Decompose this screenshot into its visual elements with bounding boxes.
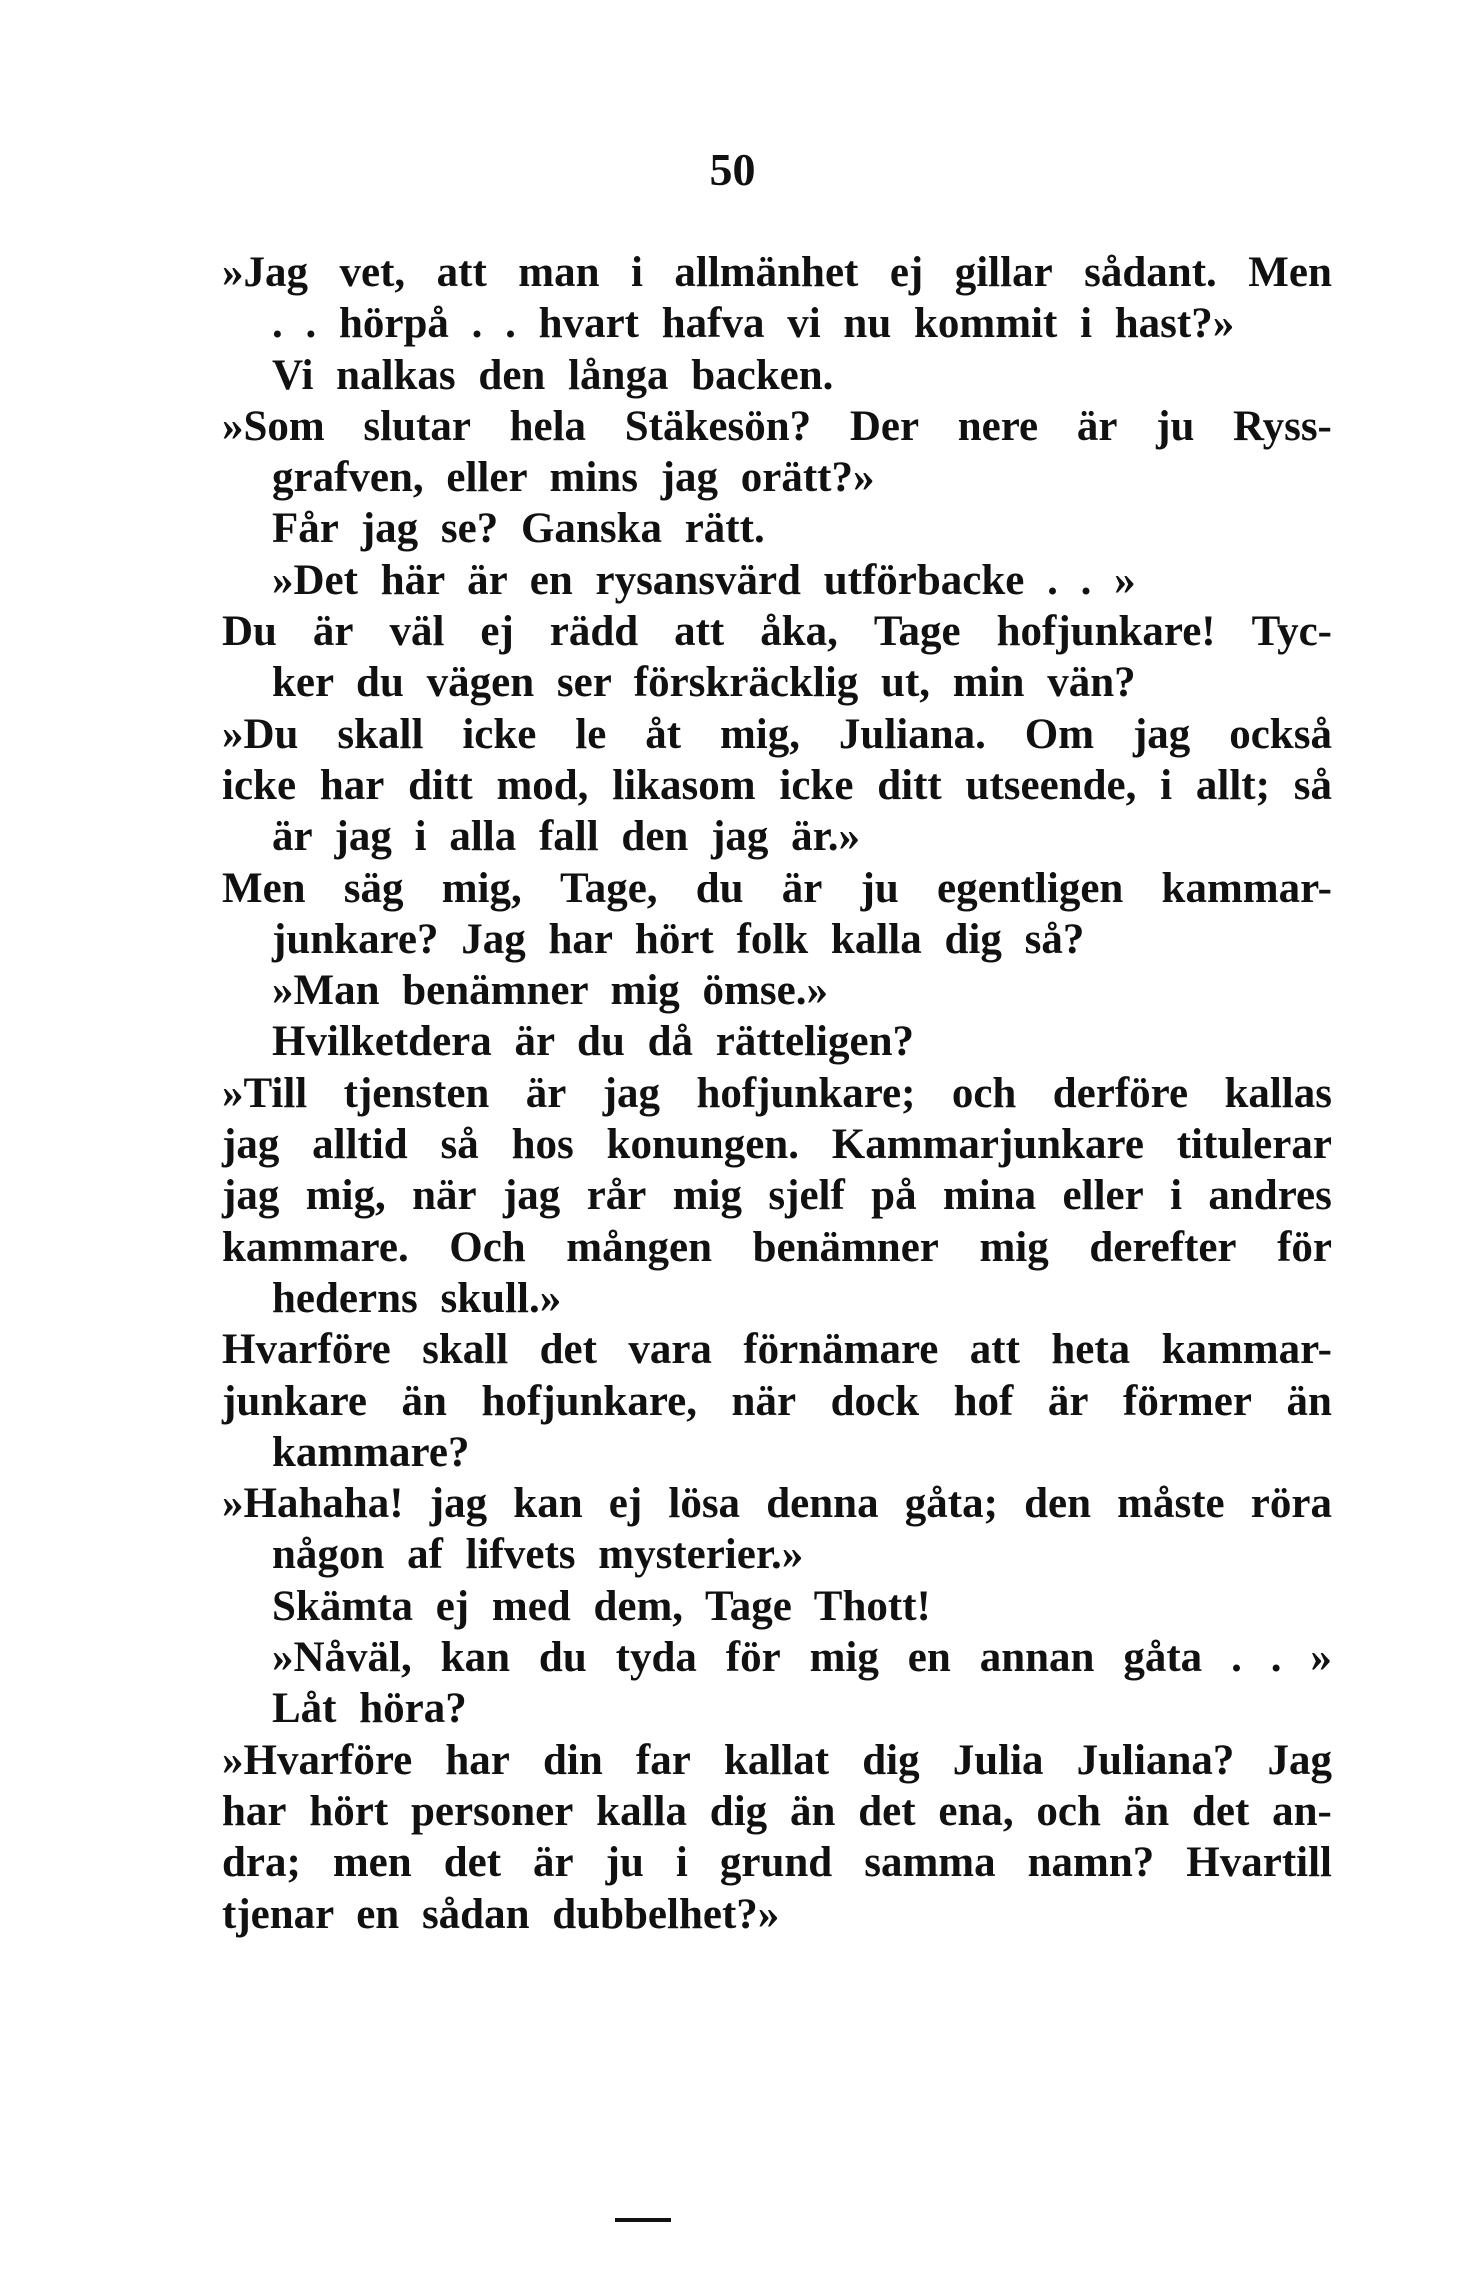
word: allt;	[1195, 761, 1270, 809]
word: heta	[1051, 1326, 1131, 1374]
word: Men	[222, 864, 306, 912]
word: gåta	[1123, 1634, 1203, 1682]
word: andres	[1208, 1172, 1332, 1220]
word: i	[1170, 1172, 1183, 1220]
word: säg	[343, 864, 404, 912]
word: annan	[979, 1634, 1095, 1682]
word: tjensten	[343, 1069, 490, 1117]
word: skall	[422, 1326, 509, 1374]
word: hela	[509, 402, 587, 450]
word: junkare	[222, 1377, 367, 1425]
text-line	[222, 1376, 1332, 1427]
text-line	[222, 452, 1332, 503]
text-line	[222, 1170, 1332, 1221]
word: och	[951, 1069, 1017, 1117]
word: för	[725, 1634, 781, 1682]
text-line-content: tjenar en sådan dubbelhet?»	[222, 1890, 780, 1938]
word: är	[781, 864, 823, 912]
word: dock	[830, 1377, 920, 1425]
text-line-content: »Man benämner mig ömse.»	[272, 967, 828, 1015]
word: mina	[942, 1172, 1037, 1220]
word: hört	[309, 1787, 389, 1835]
text-line	[222, 247, 1332, 298]
word: slutar	[363, 402, 471, 450]
text-line	[222, 555, 1332, 606]
word: ej	[480, 608, 514, 656]
body-text	[222, 247, 1332, 1940]
word: hofjunkare;	[696, 1069, 916, 1117]
text-line-content: . . hörpå . . hvart hafva vi nu kommit i hast?»	[272, 300, 1235, 348]
word: hofjunkare,	[481, 1377, 697, 1425]
text-line	[222, 1478, 1332, 1529]
word: gillar	[954, 249, 1053, 296]
word: benämner	[752, 1223, 939, 1271]
word: hos	[511, 1121, 574, 1169]
text-line	[222, 1119, 1332, 1170]
word: är	[1047, 1377, 1089, 1425]
word: i	[1160, 761, 1173, 809]
word: »Nåväl,	[272, 1634, 412, 1682]
word: far	[635, 1736, 691, 1784]
word: jag	[1132, 710, 1191, 758]
word: kallas	[1224, 1069, 1332, 1117]
word: icke	[222, 761, 297, 809]
text-line-content: Vi nalkas den långa backen.	[272, 351, 834, 399]
word: hof	[953, 1377, 1014, 1425]
word: an-	[1272, 1787, 1332, 1835]
word: derföre	[1052, 1069, 1189, 1117]
word: mig	[809, 1634, 879, 1682]
text-line	[222, 1837, 1332, 1888]
text-line	[222, 401, 1332, 452]
word: ej	[608, 1480, 643, 1528]
text-line	[222, 1735, 1332, 1786]
word: och	[1036, 1787, 1101, 1835]
word: .	[1231, 1634, 1242, 1682]
word: .	[1270, 1634, 1282, 1682]
word: den	[1024, 1480, 1091, 1528]
word: måste	[1117, 1480, 1225, 1528]
word: att	[969, 1326, 1020, 1374]
word: mod,	[496, 761, 589, 809]
word: röra	[1250, 1480, 1332, 1528]
text-line	[222, 1222, 1332, 1273]
word: dra;	[222, 1839, 301, 1887]
word: kammar-	[1161, 1326, 1332, 1374]
word: än	[401, 1377, 447, 1425]
word: »Hvarföre	[222, 1736, 413, 1784]
word: »Hahaha!	[222, 1480, 404, 1528]
word: mig,	[441, 864, 522, 912]
word: när	[731, 1377, 797, 1425]
word: allmänhet	[674, 249, 859, 296]
text-line	[222, 1581, 1332, 1632]
word: är	[525, 1069, 567, 1117]
word: när	[412, 1172, 477, 1220]
word: samma	[864, 1839, 996, 1887]
word: alltid	[312, 1121, 408, 1169]
word: mig	[672, 1172, 743, 1220]
word: har	[319, 761, 385, 809]
word: ju	[605, 1839, 644, 1887]
word: jag	[502, 1172, 561, 1220]
word: än	[789, 1787, 836, 1835]
text-line	[222, 657, 1332, 708]
word: likasom	[612, 761, 756, 809]
text-line-content: junkare? Jag har hört folk kalla dig så?	[272, 915, 1085, 963]
word: icke	[779, 761, 854, 809]
text-line	[222, 350, 1332, 401]
word: en	[907, 1634, 951, 1682]
text-line	[222, 1683, 1332, 1734]
word: mig	[979, 1223, 1049, 1271]
text-line-content: hederns skull.»	[272, 1274, 562, 1322]
word: än	[1286, 1377, 1332, 1425]
word: ju	[1156, 402, 1195, 450]
footer-rule	[615, 2218, 671, 2222]
word: lösa	[668, 1480, 741, 1528]
word: väl	[389, 608, 445, 656]
word: derefter	[1089, 1223, 1237, 1271]
word: så	[1293, 761, 1332, 809]
text-line-content: Låt höra?	[272, 1685, 467, 1733]
word: utseende,	[965, 761, 1137, 809]
word: titulerar	[1176, 1121, 1332, 1169]
word: Om	[1024, 710, 1095, 758]
text-line-content: någon af lifvets mysterier.»	[272, 1531, 804, 1579]
word: kammar-	[1161, 864, 1332, 912]
word: Julia	[952, 1736, 1044, 1784]
word: det	[858, 1787, 916, 1835]
word: Tage	[873, 608, 961, 656]
word: dig	[709, 1787, 768, 1835]
word: Du	[222, 608, 277, 656]
word: Juliana.	[838, 710, 986, 758]
word: åka,	[760, 608, 838, 656]
text-line	[222, 1427, 1332, 1478]
text-line	[222, 1068, 1332, 1119]
word: egentligen	[937, 864, 1124, 912]
word: är	[1076, 402, 1118, 450]
word: du	[538, 1634, 587, 1682]
word: är	[312, 608, 354, 656]
word: Men	[1248, 249, 1332, 296]
word: i	[675, 1839, 688, 1887]
text-line-content: Skämta ej med dem, Tage Thott!	[272, 1582, 931, 1630]
word: för	[1277, 1223, 1332, 1271]
word: ej	[889, 249, 924, 296]
word: ena,	[938, 1787, 1014, 1835]
text-line	[222, 1889, 1332, 1940]
text-line	[222, 1016, 1332, 1067]
text-line	[222, 1632, 1332, 1683]
text-line-content: ker du vägen ser förskräcklig ut, min vän?	[272, 659, 1136, 707]
word: jag	[429, 1480, 488, 1528]
word: kallat	[723, 1736, 830, 1784]
word: le	[575, 710, 607, 758]
word: men	[332, 1839, 412, 1887]
text-line	[222, 1324, 1332, 1375]
word: mig,	[719, 710, 800, 758]
word: icke	[462, 710, 537, 758]
text-line-content: »Det här är en rysansvärd utförbacke . . »	[272, 556, 1136, 604]
word: är	[533, 1839, 574, 1887]
word: Hvarföre	[222, 1326, 391, 1374]
word: kalla	[596, 1787, 687, 1835]
word: ditt	[877, 761, 942, 809]
word: Jag	[1267, 1736, 1332, 1784]
word: att	[674, 608, 725, 656]
word: »Till	[222, 1069, 308, 1117]
word: skall	[337, 710, 424, 758]
word: tyda	[615, 1634, 697, 1682]
word: du	[695, 864, 744, 912]
word: personer	[410, 1787, 574, 1835]
word: hofjunkare!	[996, 608, 1216, 656]
word: det	[443, 1839, 502, 1887]
word: kan	[440, 1634, 510, 1682]
word: Och	[449, 1223, 526, 1271]
word: förnämare	[743, 1326, 939, 1374]
word: vet,	[339, 249, 406, 296]
text-line	[222, 298, 1332, 349]
word: har	[222, 1787, 287, 1835]
word: sjelf	[768, 1172, 845, 1220]
word: namn?	[1027, 1839, 1155, 1887]
word: rädd	[549, 608, 639, 656]
page-number: 50	[709, 144, 756, 195]
text-line-content: är jag i alla fall den jag är.»	[272, 813, 861, 861]
word: också	[1229, 710, 1332, 758]
word: har	[445, 1736, 510, 1784]
word: vara	[628, 1326, 712, 1374]
word: sådant.	[1084, 249, 1217, 296]
word: Ryss-	[1233, 402, 1332, 450]
word: Tyc-	[1251, 608, 1332, 656]
word: grund	[719, 1839, 833, 1887]
text-line	[222, 503, 1332, 554]
word: din	[543, 1736, 603, 1784]
text-line	[222, 965, 1332, 1016]
word: »Som	[222, 402, 325, 450]
word: »	[1310, 1634, 1332, 1682]
word: Hvartill	[1186, 1839, 1332, 1887]
word: »Du	[222, 710, 299, 758]
word: Der	[849, 402, 920, 450]
word: jag	[222, 1121, 280, 1169]
word: jag	[602, 1069, 661, 1117]
word: nere	[957, 402, 1039, 450]
word: gåta;	[904, 1480, 998, 1528]
word: det	[539, 1326, 597, 1374]
text-line	[222, 760, 1332, 811]
word: konungen.	[606, 1121, 799, 1169]
word: så	[440, 1121, 479, 1169]
word: denna	[766, 1480, 879, 1528]
word: Stäkesön?	[624, 402, 812, 450]
word: förmer	[1123, 1377, 1252, 1425]
word: »Jag	[222, 249, 308, 296]
word: det	[1191, 1787, 1250, 1835]
text-line-content: Hvilketdera är du då rätteligen?	[272, 1018, 915, 1066]
word: rår	[586, 1172, 647, 1220]
text-line-content: kammare?	[272, 1428, 470, 1476]
word: ditt	[408, 761, 473, 809]
word: mången	[566, 1223, 713, 1271]
text-line	[222, 863, 1332, 914]
word: man	[518, 249, 600, 296]
text-line-content: grafven, eller mins jag orätt?»	[272, 454, 875, 502]
word: Kammarjunkare	[831, 1121, 1144, 1169]
text-line	[222, 1786, 1332, 1837]
text-line	[222, 606, 1332, 657]
text-line	[222, 1273, 1332, 1324]
word: ju	[860, 864, 899, 912]
text-line	[222, 709, 1332, 760]
text-line-content: Får jag se? Ganska rätt.	[272, 505, 765, 553]
word: att	[436, 249, 487, 296]
word: mig,	[305, 1172, 386, 1220]
word: i	[630, 249, 643, 296]
word: kan	[513, 1480, 583, 1528]
word: dig	[862, 1736, 920, 1784]
word: på	[871, 1172, 917, 1220]
word: kammare.	[222, 1223, 409, 1271]
word: jag	[222, 1172, 280, 1220]
text-line	[222, 811, 1332, 862]
text-line	[222, 914, 1332, 965]
word: eller	[1062, 1172, 1144, 1220]
word: åt	[645, 710, 682, 758]
word: Tage,	[559, 864, 658, 912]
word: än	[1123, 1787, 1170, 1835]
text-line	[222, 1529, 1332, 1580]
word: Juliana?	[1076, 1736, 1235, 1784]
